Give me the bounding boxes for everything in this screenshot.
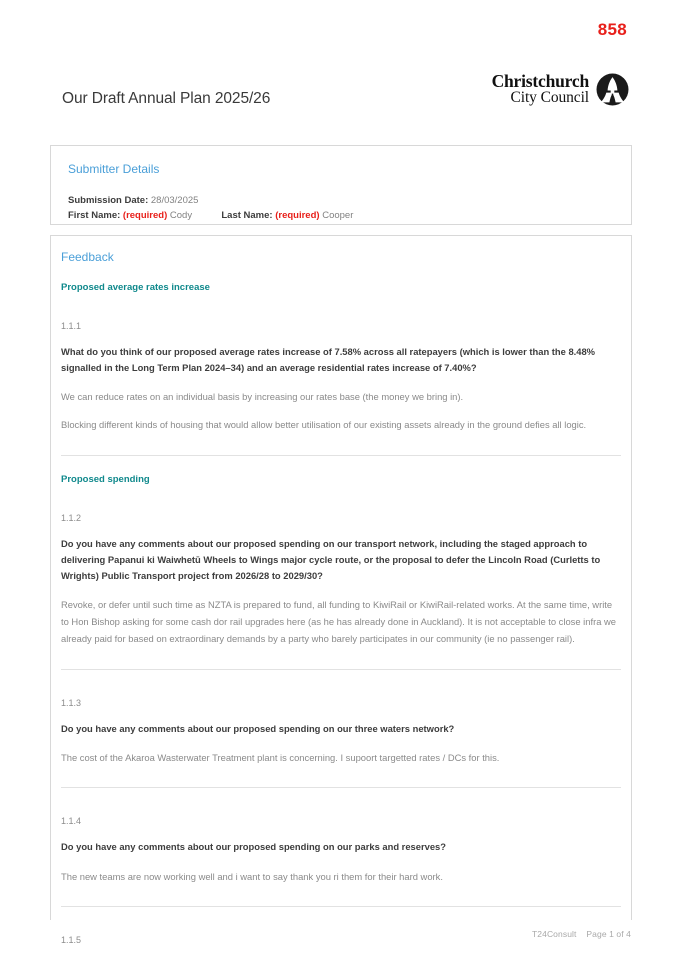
feedback-body	[51, 282, 631, 945]
question-number: 1.1.5	[61, 935, 82, 946]
question-number: 1.1.3	[61, 697, 82, 708]
christchurch-city-council-logo	[492, 72, 629, 106]
answer-text: The new teams are now working well and i want to say thank you ri them for their hard work.	[61, 870, 443, 882]
answer-text: Blocking different kinds of housing that would allow better utilisation of our existing assets already in the ground defies all logic.	[61, 419, 587, 431]
feedback-group-heading: Proposed spending	[61, 473, 150, 485]
question-text: Do you have any comments about our proposed spending on our three waters network?	[61, 722, 455, 734]
question-number: 1.1.4	[61, 816, 82, 827]
answer-text: We can reduce rates on an individual basis by increasing our rates base (the money we bring in).	[61, 391, 464, 403]
council-crest-icon	[596, 73, 629, 106]
answer-text: Revoke, or defer until such time as NZTA is prepared to fund, all funding to KiwiRail or KiwiRail-related works. At the same time, write to Hon Bishop asking for some cash dor rail upgrades here (as he has already done in Auckland). It is not acceptable to close infra we already paid for based on extraordinary demands by a party who barely participates in our community (ie no passenger rail).	[61, 599, 617, 644]
logo-line-christchurch: Christchurch	[491, 71, 589, 91]
last-name-required-marker: (required)	[275, 210, 320, 222]
last-name-label: Last Name:	[221, 210, 273, 222]
first-name-label: First Name:	[68, 210, 121, 222]
answer-text: The cost of the Akaroa Wasterwater Treatment plant is concerning. I supoort targetted rates / DCs for this.	[61, 751, 500, 763]
question-divider	[61, 906, 621, 907]
question-divider	[61, 787, 621, 788]
question-text: What do you think of our proposed average rates increase of 7.58% across all ratepayers (which is lower than the 8.48% signalled in the Long Term Plan 2024–34) and an average residential rates increase of 7.40%?	[61, 346, 596, 374]
question-text: Do you have any comments about our proposed spending on our parks and reserves?	[61, 841, 446, 853]
footer-page-label: Page 1 of 4	[586, 929, 631, 939]
feedback-group-heading: Proposed average rates increase	[61, 282, 210, 293]
section-divider	[61, 455, 621, 456]
first-name-value: Cody	[169, 210, 193, 222]
page-number-stamp: 858	[597, 20, 627, 39]
question-number: 1.1.2	[61, 512, 82, 523]
submission-date-label: Submission Date:	[68, 195, 149, 206]
submitter-details-title: Submitter Details	[68, 162, 160, 176]
submitter-fields	[68, 193, 614, 224]
submitter-details-panel	[50, 145, 632, 225]
document-header	[62, 72, 629, 116]
feedback-title: Feedback	[61, 250, 114, 264]
question-text: Do you have any comments about our proposed spending on our transport network, including the staged approach to delivering Papanui ki Waiwhetū Wheels to Wings major cycle route, or the proposal to defer the Lincoln Road (Curletts to Wrights) Public Transport project from 2026/28 to 2029/30?	[61, 537, 601, 582]
first-name-required-marker: (required)	[122, 210, 168, 222]
name-row	[68, 208, 614, 223]
footer-system-name: T24Consult	[532, 929, 577, 939]
question-divider	[61, 669, 621, 670]
submission-date-value: 28/03/2025	[150, 195, 199, 206]
page-footer	[532, 929, 631, 939]
page-title: Our Draft Annual Plan 2025/26	[62, 90, 271, 107]
last-name-value: Cooper	[322, 210, 354, 222]
logo-wordmark	[492, 72, 589, 106]
question-number: 1.1.1	[61, 321, 82, 331]
logo-line-city-council: City Council	[510, 89, 589, 107]
submission-date-row	[68, 193, 614, 208]
